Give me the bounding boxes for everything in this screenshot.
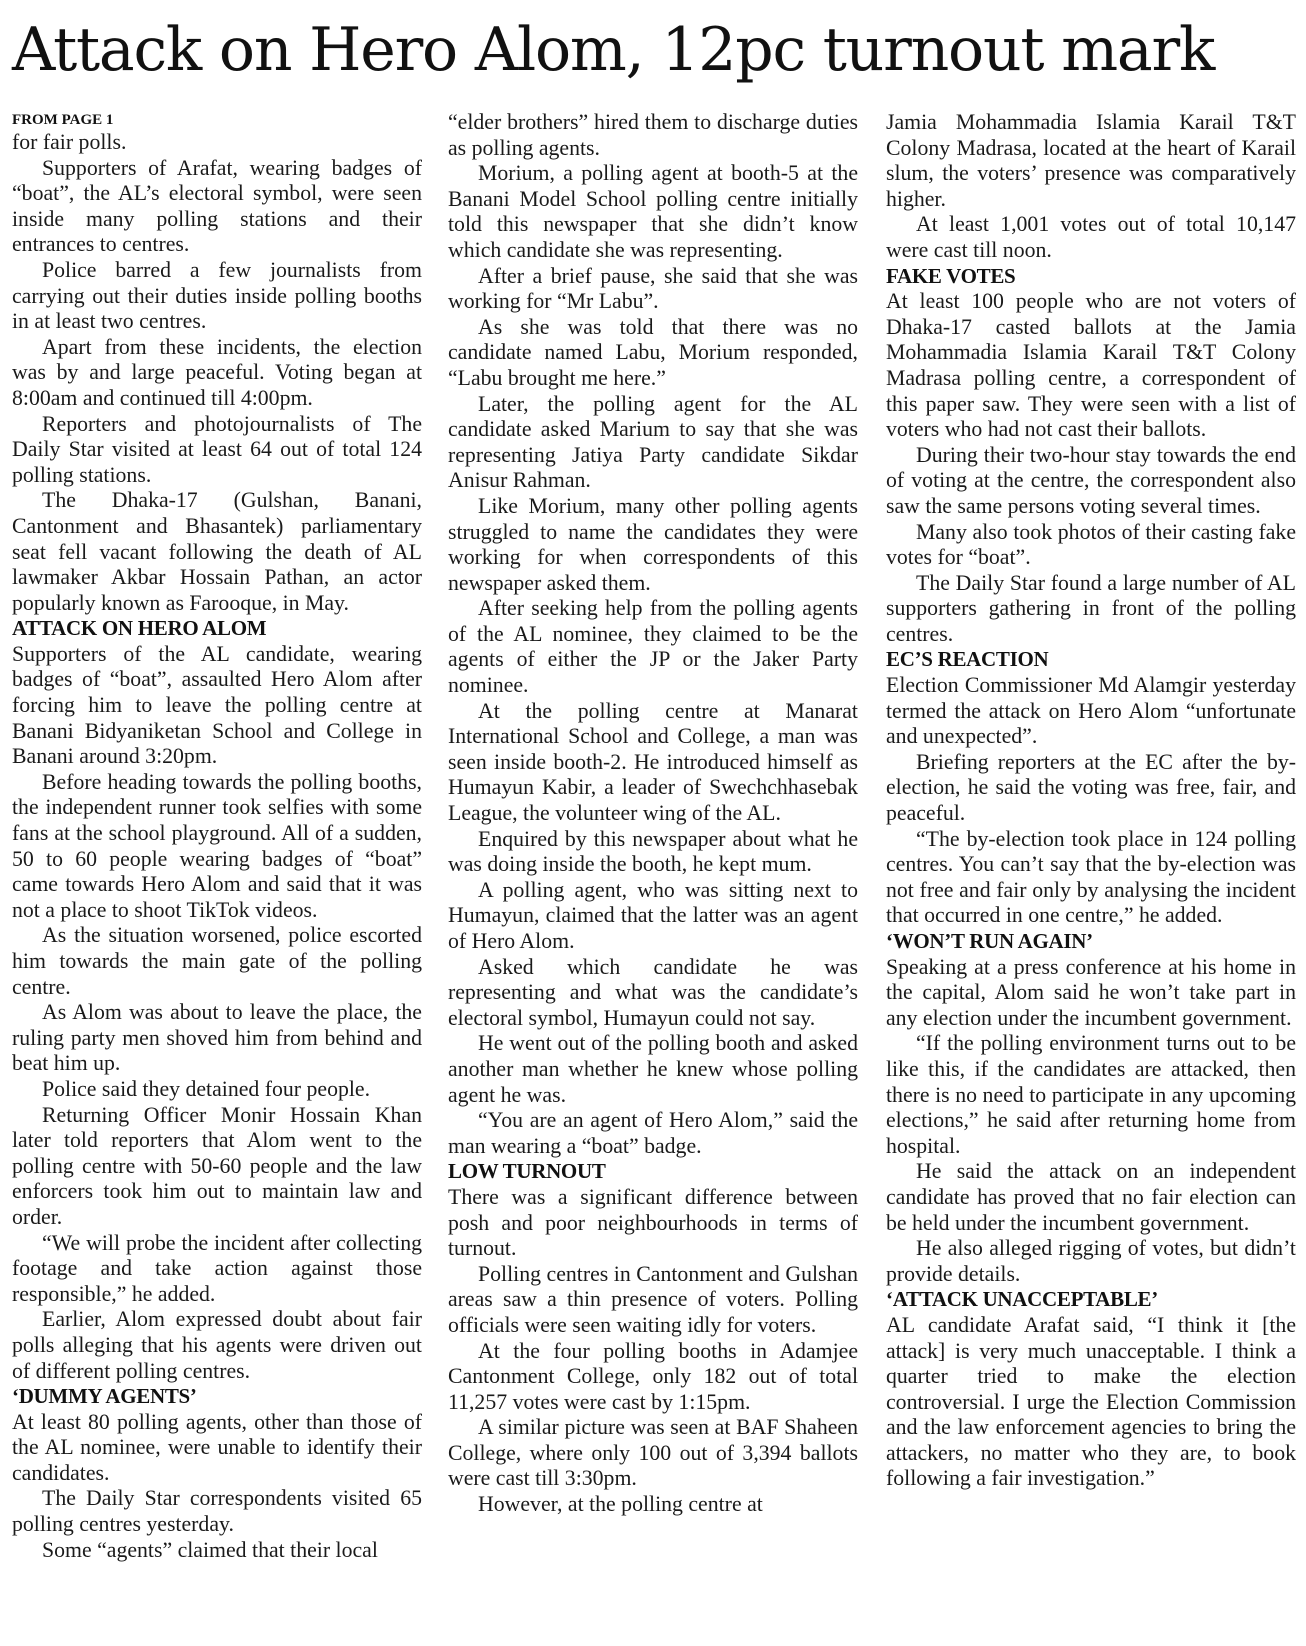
body-paragraph: The Daily Star correspondents visited 65 polling centres yesterday. (12, 1486, 422, 1537)
body-paragraph: At least 1,001 votes out of total 10,147 were cast till noon. (886, 212, 1296, 262)
body-paragraph: Later, the polling agent for the AL candidate asked Marium to say that she was representing Jatiya Party candidate Sikdar Anisur Rahman. (448, 391, 858, 493)
body-paragraph: “We will probe the incident after collecting footage and take action against those responsible,” he added. (12, 1230, 422, 1306)
body-paragraph: Supporters of the AL candidate, wearing badges of “boat”, assaulted Hero Alom after forcing him to leave the polling centre at Banani Bidyaniketan School and College in Banani around 3:20pm. (12, 641, 422, 769)
body-paragraph: Police said they detained four people. (42, 1076, 371, 1101)
body-paragraph: As Alom was about to leave the place, the ruling party men shoved him from behind and beat him up. (12, 1000, 422, 1076)
section-subheading: ‘ATTACK UNACCEPTABLE’ (886, 1287, 1158, 1312)
body-paragraph: At the four polling booths in Adamjee Cantonment College, only 182 out of total 11,257 votes were cast by 1:15pm. (448, 1338, 858, 1414)
body-paragraph: Reporters and photojournalists of The Daily Star visited at least 64 out of total 124 polling stations. (12, 411, 422, 487)
headline: Attack on Hero Alom, 12pc turnout mark (12, 15, 1215, 85)
body-paragraph: As she was told that there was no candidate named Labu, Morium responded, “Labu brought me here.” (448, 314, 858, 390)
section-subheading: ATTACK ON HERO ALOM (12, 616, 267, 641)
body-paragraph: Briefing reporters at the EC after the by-election, he said the voting was free, fair, and peaceful. (886, 749, 1296, 826)
article-column-1 (12, 110, 422, 1640)
body-paragraph: “You are an agent of Hero Alom,” said the man wearing a “boat” badge. (448, 1108, 858, 1158)
body-paragraph: Morium, a polling agent at booth-5 at the Banani Model School polling centre initially told this newspaper that she didn’t know which candidate she was representing. (448, 161, 858, 262)
body-paragraph: Speaking at a press conference at his home in the capital, Alom said he won’t take part in any election under the incumbent government. (886, 954, 1296, 1030)
body-paragraph: After seeking help from the polling agents of the AL nominee, they claimed to be the agents of either the JP or the Jaker Party nominee. (448, 596, 858, 698)
body-paragraph: After a brief pause, she said that she was working for “Mr Labu”. (448, 263, 858, 314)
body-paragraph: Asked which candidate he was representing and what was the candidate’s electoral symbol, Humayun could not say. (448, 954, 858, 1030)
body-paragraph: Apart from these incidents, the election was by and large peaceful. Voting began at 8:00am and continued till 4:00pm. (12, 334, 422, 410)
body-paragraph: Many also took photos of their casting fake votes for “boat”. (886, 519, 1296, 570)
body-paragraph: “The by-election took place in 124 polling centres. You can’t say that the by-election was not free and fair only by analysing the incident that occurred in one centre,” he added. (886, 826, 1296, 928)
body-paragraph: Police barred a few journalists from carrying out their duties inside polling booths in at least two centres. (12, 257, 422, 334)
body-paragraph: There was a significant difference between posh and poor neighbourhoods in terms of turnout. (448, 1184, 858, 1261)
body-paragraph: “elder brothers” hired them to discharge duties as polling agents. (448, 110, 858, 160)
body-paragraph: Some “agents” claimed that their local (42, 1537, 378, 1562)
body-paragraph: At least 100 people who are not voters of Dhaka-17 casted ballots at the Jamia Mohammadia Islamia Karail T&T Colony Madrasa polling centre, a correspondent of this paper saw. They were seen with a list of voters who had not cast their ballots. (886, 289, 1296, 442)
body-paragraph: AL candidate Arafat said, “I think it [the attack] is very much unacceptable. I think a quarter tried to make the election controversial. I urge the Election Commission and the law enforcement agencies to bring the attackers, no matter who they are, to book following a fair investigation.” (886, 1312, 1296, 1491)
body-paragraph: Before heading towards the polling booths, the independent runner took selfies with some fans at the school playground. All of a sudden, 50 to 60 people wearing badges of “boat” came towards Hero Alom and said that it was not a place to shoot TikTok videos. (12, 769, 422, 922)
body-paragraph: Supporters of Arafat, wearing badges of “boat”, the AL’s electoral symbol, were seen inside many polling stations and their entrances to centres. (12, 155, 422, 257)
body-paragraph: The Dhaka-17 (Gulshan, Banani, Cantonment and Bhasantek) parliamentary seat fell vacant following the death of AL lawmaker Akbar Hossain Pathan, an actor popularly known as Farooque, in May. (12, 488, 422, 615)
article-column-2 (448, 110, 858, 1640)
body-paragraph: Like Morium, many other polling agents struggled to name the candidates they were working for when correspondents of this newspaper asked them. (448, 493, 858, 595)
article-column-3 (886, 110, 1296, 1640)
body-paragraph: At least 80 polling agents, other than those of the AL nominee, were unable to identify their candidates. (12, 1409, 422, 1485)
body-paragraph: for fair polls. (12, 130, 127, 154)
body-paragraph: He went out of the polling booth and asked another man whether he knew whose polling agent he was. (448, 1031, 858, 1107)
body-paragraph: The Daily Star found a large number of AL supporters gathering in front of the polling centres. (886, 570, 1296, 646)
body-paragraph: Polling centres in Cantonment and Gulshan areas saw a thin presence of voters. Polling officials were seen waiting idly for voters. (448, 1261, 858, 1337)
body-paragraph: He said the attack on an independent candidate has proved that no fair election can be held under the incumbent government. (886, 1159, 1296, 1235)
body-paragraph: A similar picture was seen at BAF Shaheen College, where only 100 out of 3,394 ballots were cast till 3:30pm. (448, 1415, 858, 1491)
body-paragraph: However, at the polling centre at (478, 1492, 763, 1517)
continuation-kicker: FROM PAGE 1 (12, 112, 114, 128)
body-paragraph: As the situation worsened, police escorted him towards the main gate of the polling centre. (12, 923, 422, 999)
section-subheading: ‘DUMMY AGENTS’ (12, 1384, 197, 1409)
body-paragraph: Returning Officer Monir Hossain Khan later told reporters that Alom went to the polling centre with 50-60 people and the law enforcers took him out to maintain law and order. (12, 1102, 422, 1229)
section-subheading: ‘WON’T RUN AGAIN’ (886, 929, 1093, 953)
section-subheading: FAKE VOTES (886, 263, 1016, 288)
body-paragraph: Election Commissioner Md Alamgir yesterday termed the attack on Hero Alom “unfortunate and unexpected”. (886, 673, 1296, 749)
body-paragraph: Earlier, Alom expressed doubt about fair polls alleging that his agents were driven out of different polling centres. (12, 1307, 422, 1383)
body-paragraph: A polling agent, who was sitting next to Humayun, claimed that the latter was an agent of Hero Alom. (448, 877, 858, 953)
body-paragraph: During their two-hour stay towards the end of voting at the centre, the correspondent also saw the same persons voting several times. (886, 442, 1296, 518)
body-paragraph: “If the polling environment turns out to be like this, if the candidates are attacked, then there is no need to participate in any upcoming elections,” he said after returning home from hospital. (886, 1031, 1296, 1158)
body-paragraph: Jamia Mohammadia Islamia Karail T&T Colony Madrasa, located at the heart of Karail slum, the voters’ presence was comparatively higher. (886, 110, 1296, 211)
body-paragraph: Enquired by this newspaper about what he was doing inside the booth, he kept mum. (448, 826, 858, 877)
body-paragraph: He also alleged rigging of votes, but didn’t provide details. (886, 1236, 1296, 1286)
body-paragraph: At the polling centre at Manarat International School and College, a man was seen inside booth-2. He introduced himself as Humayun Kabir, a leader of Swechchhasebak League, the volunteer wing of the AL. (448, 698, 858, 826)
section-subheading: EC’S REACTION (886, 647, 1049, 672)
section-subheading: LOW TURNOUT (448, 1159, 606, 1184)
